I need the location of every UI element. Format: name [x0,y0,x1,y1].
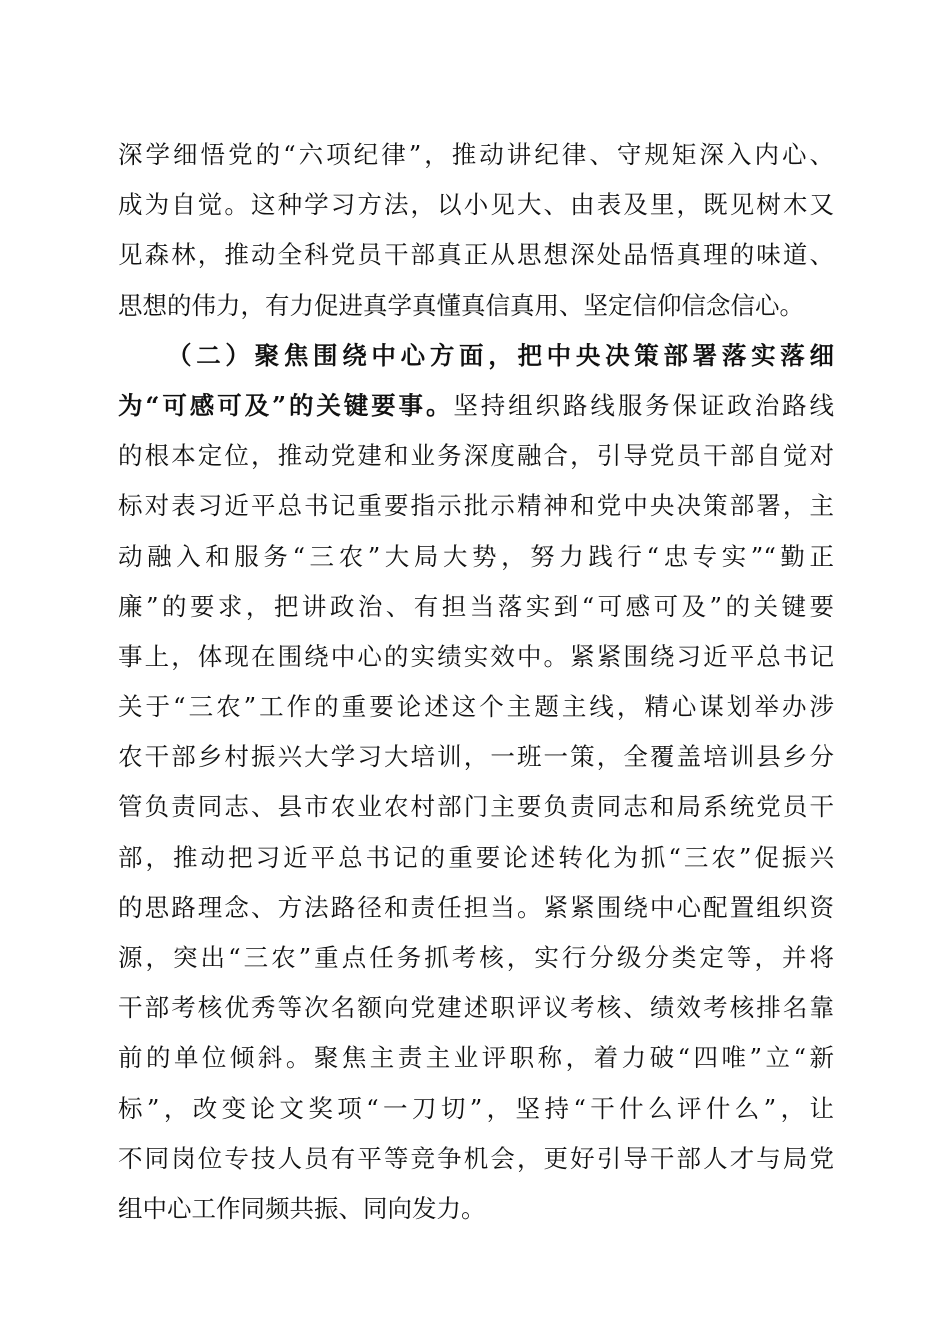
text-line: 标对表习近平总书记重要指示批示精神和党中央决策部署，主 [118,491,834,521]
text-line: 思想的伟力，有力促进真学真懂真信真用、坚定信仰信念信心。 [118,290,804,320]
text-line: 廉”的要求，把讲政治、有担当落实到“可感可及”的关键要 [118,591,834,621]
text-line: 农干部乡村振兴大学习大培训，一班一策，全覆盖培训县乡分 [118,742,834,772]
body-text [118,130,834,1234]
text-line: 不同岗位专技人员有平等竞争机会，更好引导干部人才与局党 [118,1143,834,1173]
text-line: 的思路理念、方法路径和责任担当。紧紧围绕中心配置组织资 [118,892,834,922]
text-line [118,381,834,431]
text-line: 前的单位倾斜。聚焦主责主业评职称，着力破“四唯”立“新 [118,1043,834,1073]
text-line: 部，推动把习近平总书记的重要论述转化为抓“三农”促振兴 [118,842,834,872]
text-line: 关于“三农”工作的重要论述这个主题主线，精心谋划举办涉 [118,692,834,722]
text-line: 动融入和服务“三农”大局大势，努力践行“忠专实”“勤正 [118,541,834,571]
section-heading-end: 为“可感可及”的关键要事。 [118,390,454,420]
text-line: 标”，改变论文奖项“一刀切”，坚持“干什么评什么”，让 [118,1093,834,1123]
text-line: 源，突出“三农”重点任务抓考核，实行分级分类定等，并将 [118,943,834,972]
text-line: 管负责同志、县市农业农村部门主要负责同志和局系统党员干 [118,792,834,822]
text-line: 的根本定位，推动党建和业务深度融合，引导党员干部自觉对 [118,441,834,471]
section-heading-line: （二）聚焦围绕中心方面，把中央决策部署落实落细 [167,340,834,370]
text-line: 组中心工作同频共振、同向发力。 [118,1193,486,1223]
text-line: 深学细悟党的“六项纪律”，推动讲纪律、守规矩深入内心、 [118,140,834,169]
text-line: 事上，体现在围绕中心的实绩实效中。紧紧围绕习近平总书记 [118,641,834,671]
text-line: 成为自觉。这种学习方法，以小见大、由表及里，既见树木又 [118,190,834,220]
text-line: 干部考核优秀等次名额向党建述职评议考核、绩效考核排名靠 [118,993,834,1023]
text-line: 见森林，推动全科党员干部真正从思想深处品悟真理的味道、 [118,240,834,270]
text-span: 坚持组织路线服务保证政治路线 [453,390,834,420]
